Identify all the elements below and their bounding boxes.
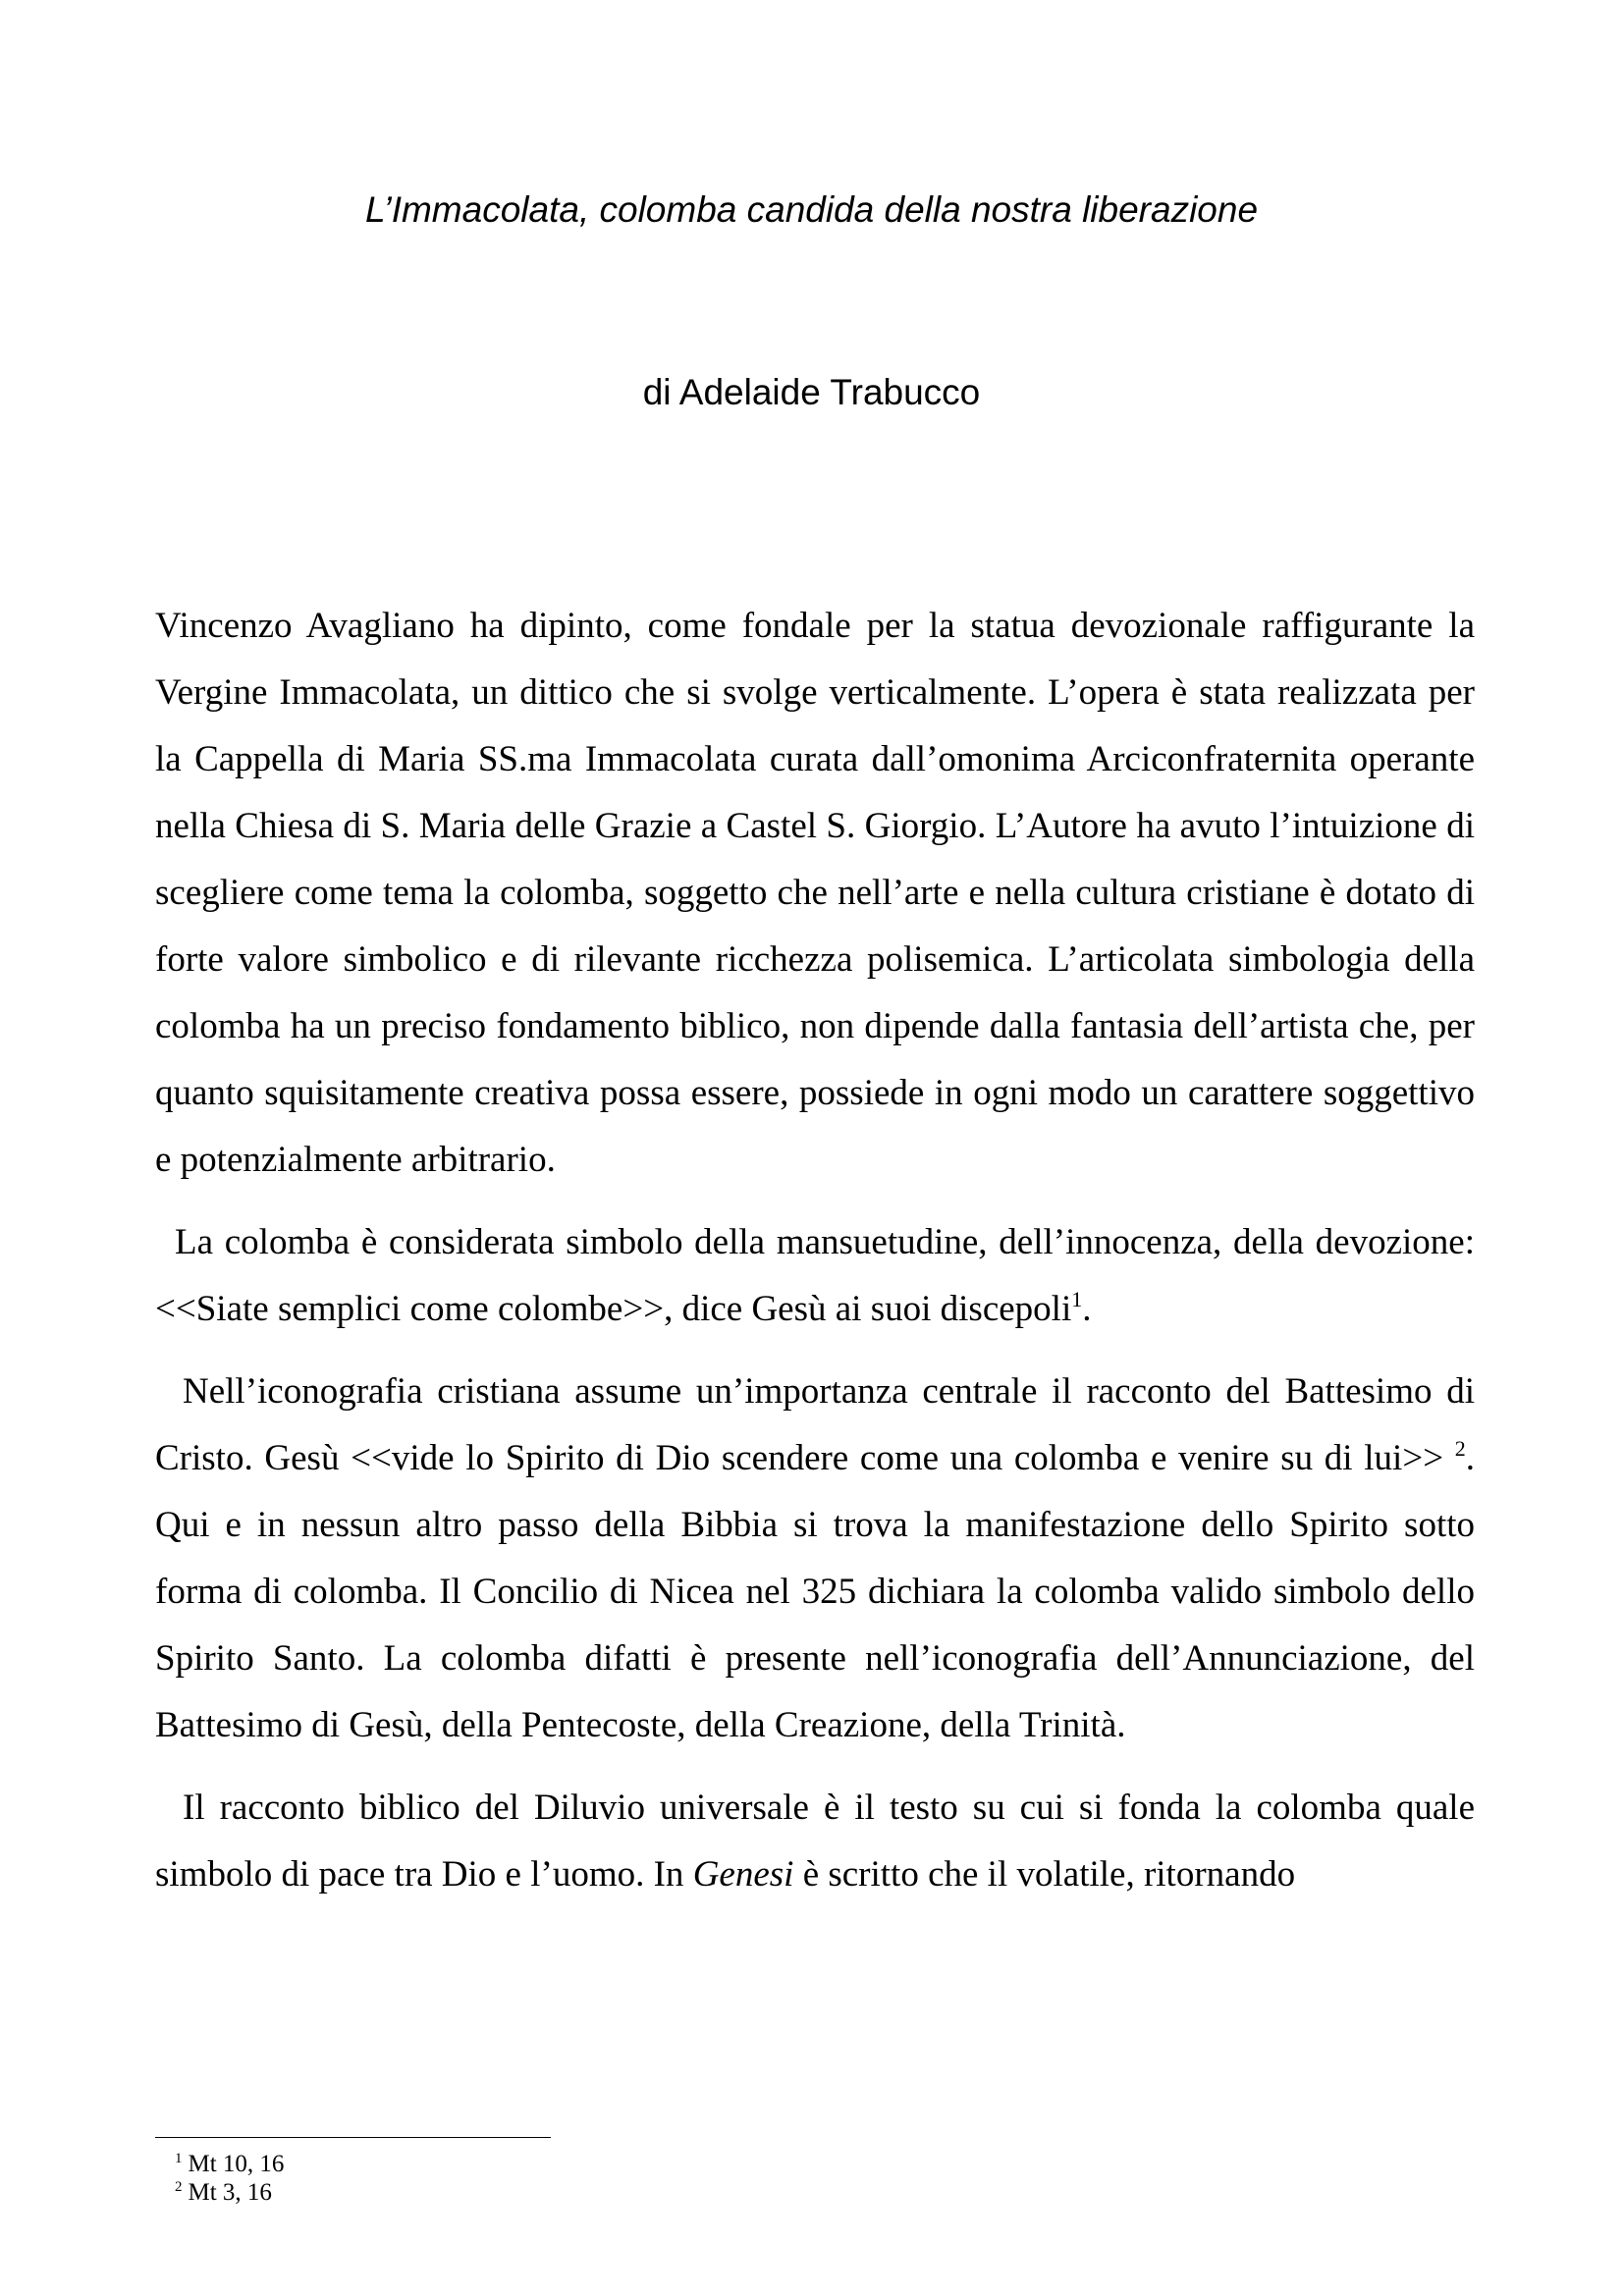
paragraph-2: [155, 1209, 1475, 1343]
footnote-ref-1: 1: [1071, 1287, 1083, 1311]
paragraph-2-end: .: [1082, 1289, 1092, 1329]
paragraph-3-text-b: . Qui e in nessun altro passo della Bibbia si trova la manifestazione dello Spirito sotto forma di colomba. Il Concilio di Nicea nel 325 dichiara la colomba valido simbolo dello Spirito Santo. La colomba difatti è presente nell’iconografia dell’Annunciazione, del Battesimo di Gesù, della Pentecoste, della Creazione, della Trinità.: [155, 1438, 1475, 1745]
footnote-2: [175, 2178, 960, 2207]
footnote-separator: [155, 2137, 551, 2138]
footnote-text: Mt 10, 16: [188, 2151, 285, 2177]
paragraph-2-text: La colomba è considerata simbolo della mansuetudine, dell’innocenza, della devozione: <<Siate semplici come colombe>>, dice Gesù ai suoi discepoli: [155, 1222, 1475, 1329]
footnotes: [175, 2150, 960, 2207]
footnote-text: Mt 3, 16: [188, 2179, 272, 2206]
document-author: di Adelaide Trabucco: [642, 372, 981, 412]
paragraph-3-text-a: Nell’iconografia cristiana assume un’importanza centrale il racconto del Battesimo di Cristo. Gesù <<vide lo Spirito di Dio scendere come una colomba e venire su di lui>>: [155, 1371, 1475, 1478]
document-body: [155, 593, 1475, 1924]
footnote-ref-2: 2: [1454, 1436, 1466, 1461]
paragraph-4-emphasis: Genesi: [692, 1854, 794, 1895]
footnote-number: 2: [175, 2179, 183, 2195]
paragraph-3: [155, 1359, 1475, 1759]
document-title: L’Immacolata, colomba candida della nostra liberazione: [364, 189, 1259, 230]
paragraph-1: [155, 593, 1475, 1194]
footnote-1: [175, 2150, 960, 2178]
paragraph-1-text: Vincenzo Avagliano ha dipinto, come fondale per la statua devozionale raffigurante la Vergine Immacolata, un dittico che si svolge verticalmente. L’opera è stata realizzata per la Cappella di Maria SS.ma Immacolata curata dall’omonima Arciconfraternita operante nella Chiesa di S. Maria delle Grazie a Castel S. Giorgio. L’Autore ha avuto l’intuizione di scegliere come tema la colomba, soggetto che nell’arte e nella cultura cristiane è dotato di forte valore simbolico e di rilevante ricchezza polisemica. L’articolata simbologia della colomba ha un preciso fondamento biblico, non dipende dalla fantasia dell’artista che, per quanto squisitamente creativa possa essere, possiede in ogni modo un carattere soggettivo e potenzialmente arbitrario.: [155, 606, 1475, 1180]
paragraph-4-text-a: Il racconto biblico del Diluvio universale è il testo su cui si fonda la colomba quale simbolo di pace tra Dio e l’uomo. In: [155, 1788, 1475, 1895]
paragraph-4: [155, 1775, 1475, 1908]
paragraph-4-text-b: è scritto che il volatile, ritornando: [793, 1854, 1296, 1895]
footnote-number: 1: [175, 2151, 183, 2166]
